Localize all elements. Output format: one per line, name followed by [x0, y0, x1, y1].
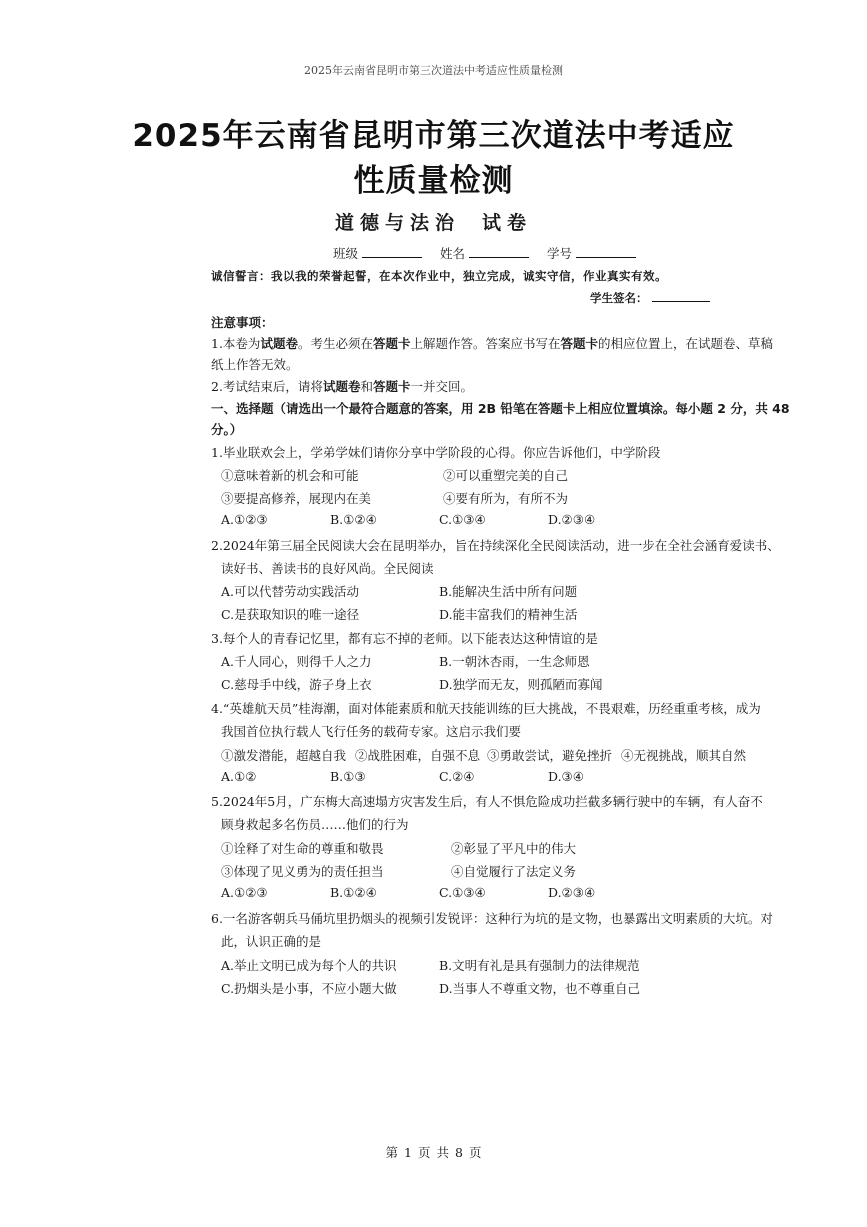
note-text: 一并交回。	[410, 379, 473, 394]
q6-option-d: D.当事人不尊重文物，也不尊重自己	[439, 981, 641, 996]
q3-option-a: A.千人同心，则得千人之力	[221, 654, 372, 669]
q4-option-a: A.①②	[221, 769, 257, 784]
page-number: 1	[404, 1145, 412, 1160]
note-text: 2.考试结束后，请将	[211, 379, 323, 394]
q1-statement-3: ③要提高修养，展现内在美	[221, 491, 372, 506]
q4-statement-3: ③勇敢尝试，避免挫折	[487, 748, 613, 763]
subject-name: 道德与法治	[334, 212, 460, 234]
number-label: 学号	[546, 246, 572, 261]
note-1-line1	[211, 334, 773, 352]
q2-option-b: B.能解决生活中所有问题	[439, 584, 578, 599]
note-text: 。考生必须在	[297, 336, 373, 351]
note-emphasis: 试题卷	[260, 336, 298, 351]
q6-stem-line1: 6.一名游客朝兵马俑坑里扔烟头的视频引发锐评：这种行为坑的是文物，也暴露出文明素质的大坑。对	[211, 911, 773, 926]
q4-stem-line2: 我国首位执行载人飞行任务的载荷专家。这启示我们要	[221, 724, 522, 739]
q5-statement-4: ④自觉履行了法定义务	[451, 864, 577, 879]
q4-option-d: D.③④	[548, 769, 584, 784]
q3-stem: 3.每个人的青春记忆里，都有忘不掉的老师。以下能表达这种情谊的是	[211, 631, 598, 646]
page-total: 8	[455, 1145, 463, 1160]
q4-option-c: C.②④	[439, 769, 475, 784]
note-emphasis: 答题卡	[372, 336, 411, 351]
subject-heading	[0, 208, 867, 235]
q4-statement-4: ④无视挑战，顺其自然	[621, 748, 747, 763]
q1-statement-2: ②可以重塑完美的自己	[443, 468, 569, 483]
q5-statement-1: ①诠释了对生命的尊重和敬畏	[221, 841, 384, 856]
note-1-line2: 纸上作答无效。	[211, 357, 299, 372]
q6-option-b: B.文明有礼是具有强制力的法律规范	[439, 958, 640, 973]
honesty-pledge: 诚信誓言：我以我的荣誉起誓，在本次作业中，独立完成，诚实守信，作业真实有效。	[211, 269, 667, 283]
q5-statement-2: ②彰显了平凡中的伟大	[451, 841, 577, 856]
q5-option-b: B.①②④	[330, 885, 377, 900]
q5-option-d: D.②③④	[548, 885, 596, 900]
name-blank[interactable]	[469, 245, 529, 258]
class-blank[interactable]	[362, 245, 422, 258]
note-text: 和	[360, 379, 373, 394]
footer-text: 第	[385, 1145, 399, 1160]
q1-statement-1: ①意味着新的机会和可能	[221, 468, 359, 483]
q1-option-c: C.①③④	[439, 512, 486, 527]
q1-statement-4: ④要有所为，有所不为	[443, 491, 569, 506]
section1-heading-line1: 一、选择题（请选出一个最符合题意的答案，用 2B 铅笔在答题卡上相应位置填涂。每小题 2 分，共 48	[211, 401, 790, 416]
q5-stem-line2: 顾身救起多名伤员……他们的行为	[221, 817, 409, 832]
note-emphasis: 试题卷	[322, 379, 361, 394]
page-footer	[0, 1143, 867, 1161]
q5-statement-3: ③体现了见义勇为的责任担当	[221, 864, 384, 879]
q4-option-b: B.①③	[330, 769, 366, 784]
number-blank[interactable]	[576, 245, 636, 258]
student-info-row	[333, 244, 636, 262]
q2-stem-line1: 2.2024年第三届全民阅读大会在昆明举办，旨在持续深化全民阅读活动，进一步在全社会涵育爱读书、	[211, 538, 780, 553]
q2-option-d: D.能丰富我们的精神生活	[439, 607, 578, 622]
running-header: 2025年云南省昆明市第三次道法中考适应性质量检测	[304, 64, 563, 77]
section1-heading-line2: 分。）	[211, 422, 243, 437]
q1-option-a: A.①②③	[221, 512, 268, 527]
note-emphasis: 答题卡	[372, 379, 411, 394]
exam-title-line1: 2025年云南省昆明市第三次道法中考适应	[132, 118, 735, 154]
class-label: 班级	[333, 246, 359, 261]
q5-option-a: A.①②③	[221, 885, 268, 900]
note-text: 1.本卷为	[211, 336, 261, 351]
q2-option-a: A.可以代替劳动实践活动	[221, 584, 360, 599]
q1-stem: 1.毕业联欢会上，学弟学妹们请你分享中学阶段的心得。你应告诉他们，中学阶段	[211, 445, 661, 460]
q5-stem-line1: 5.2024年5月，广东梅大高速塌方灾害发生后，有人不惧危险成功拦截多辆行驶中的车辆，有人奋不	[211, 794, 763, 809]
note-text: 的相应位置上，在试题卷、草稿	[598, 336, 774, 351]
name-label: 姓名	[439, 246, 465, 261]
q3-option-d: D.独学而无友，则孤陋而寡闻	[439, 677, 603, 692]
q3-option-c: C.慈母手中线，游子身上衣	[221, 677, 372, 692]
paper-type: 试卷	[482, 212, 533, 234]
note-2	[211, 377, 473, 395]
q2-option-c: C.是获取知识的唯一途径	[221, 607, 360, 622]
q4-stem-line1: 4.“英雄航天员”桂海潮，面对体能素质和航天技能训练的巨大挑战，不畏艰难，历经重重考核，成为	[211, 701, 761, 716]
footer-text: 页	[417, 1145, 431, 1160]
q4-statement-2: ②战胜困难，自强不息	[355, 748, 481, 763]
note-text: 上解题作答。答案应书写在	[410, 336, 561, 351]
note-emphasis: 答题卡	[560, 336, 599, 351]
footer-text: 共	[436, 1145, 450, 1160]
notes-title: 注意事项：	[211, 315, 274, 330]
q5-option-c: C.①③④	[439, 885, 486, 900]
q2-stem-line2: 读好书、善读书的良好风尚。全民阅读	[221, 561, 434, 576]
q4-statement-1: ①激发潜能，超越自我	[221, 748, 347, 763]
q1-option-b: B.①②④	[330, 512, 377, 527]
signature-row	[590, 289, 710, 306]
signature-label: 学生签名：	[590, 291, 648, 305]
q6-option-a: A.举止文明已成为每个人的共识	[221, 958, 397, 973]
q3-option-b: B.一朝沐杏雨，一生念师恩	[439, 654, 590, 669]
q1-option-d: D.②③④	[548, 512, 596, 527]
signature-blank[interactable]	[652, 289, 710, 302]
footer-text: 页	[468, 1145, 482, 1160]
exam-title-line2: 性质量检测	[353, 163, 514, 199]
q6-option-c: C.扔烟头是小事，不应小题大做	[221, 981, 397, 996]
q6-stem-line2: 此，认识正确的是	[221, 934, 322, 949]
